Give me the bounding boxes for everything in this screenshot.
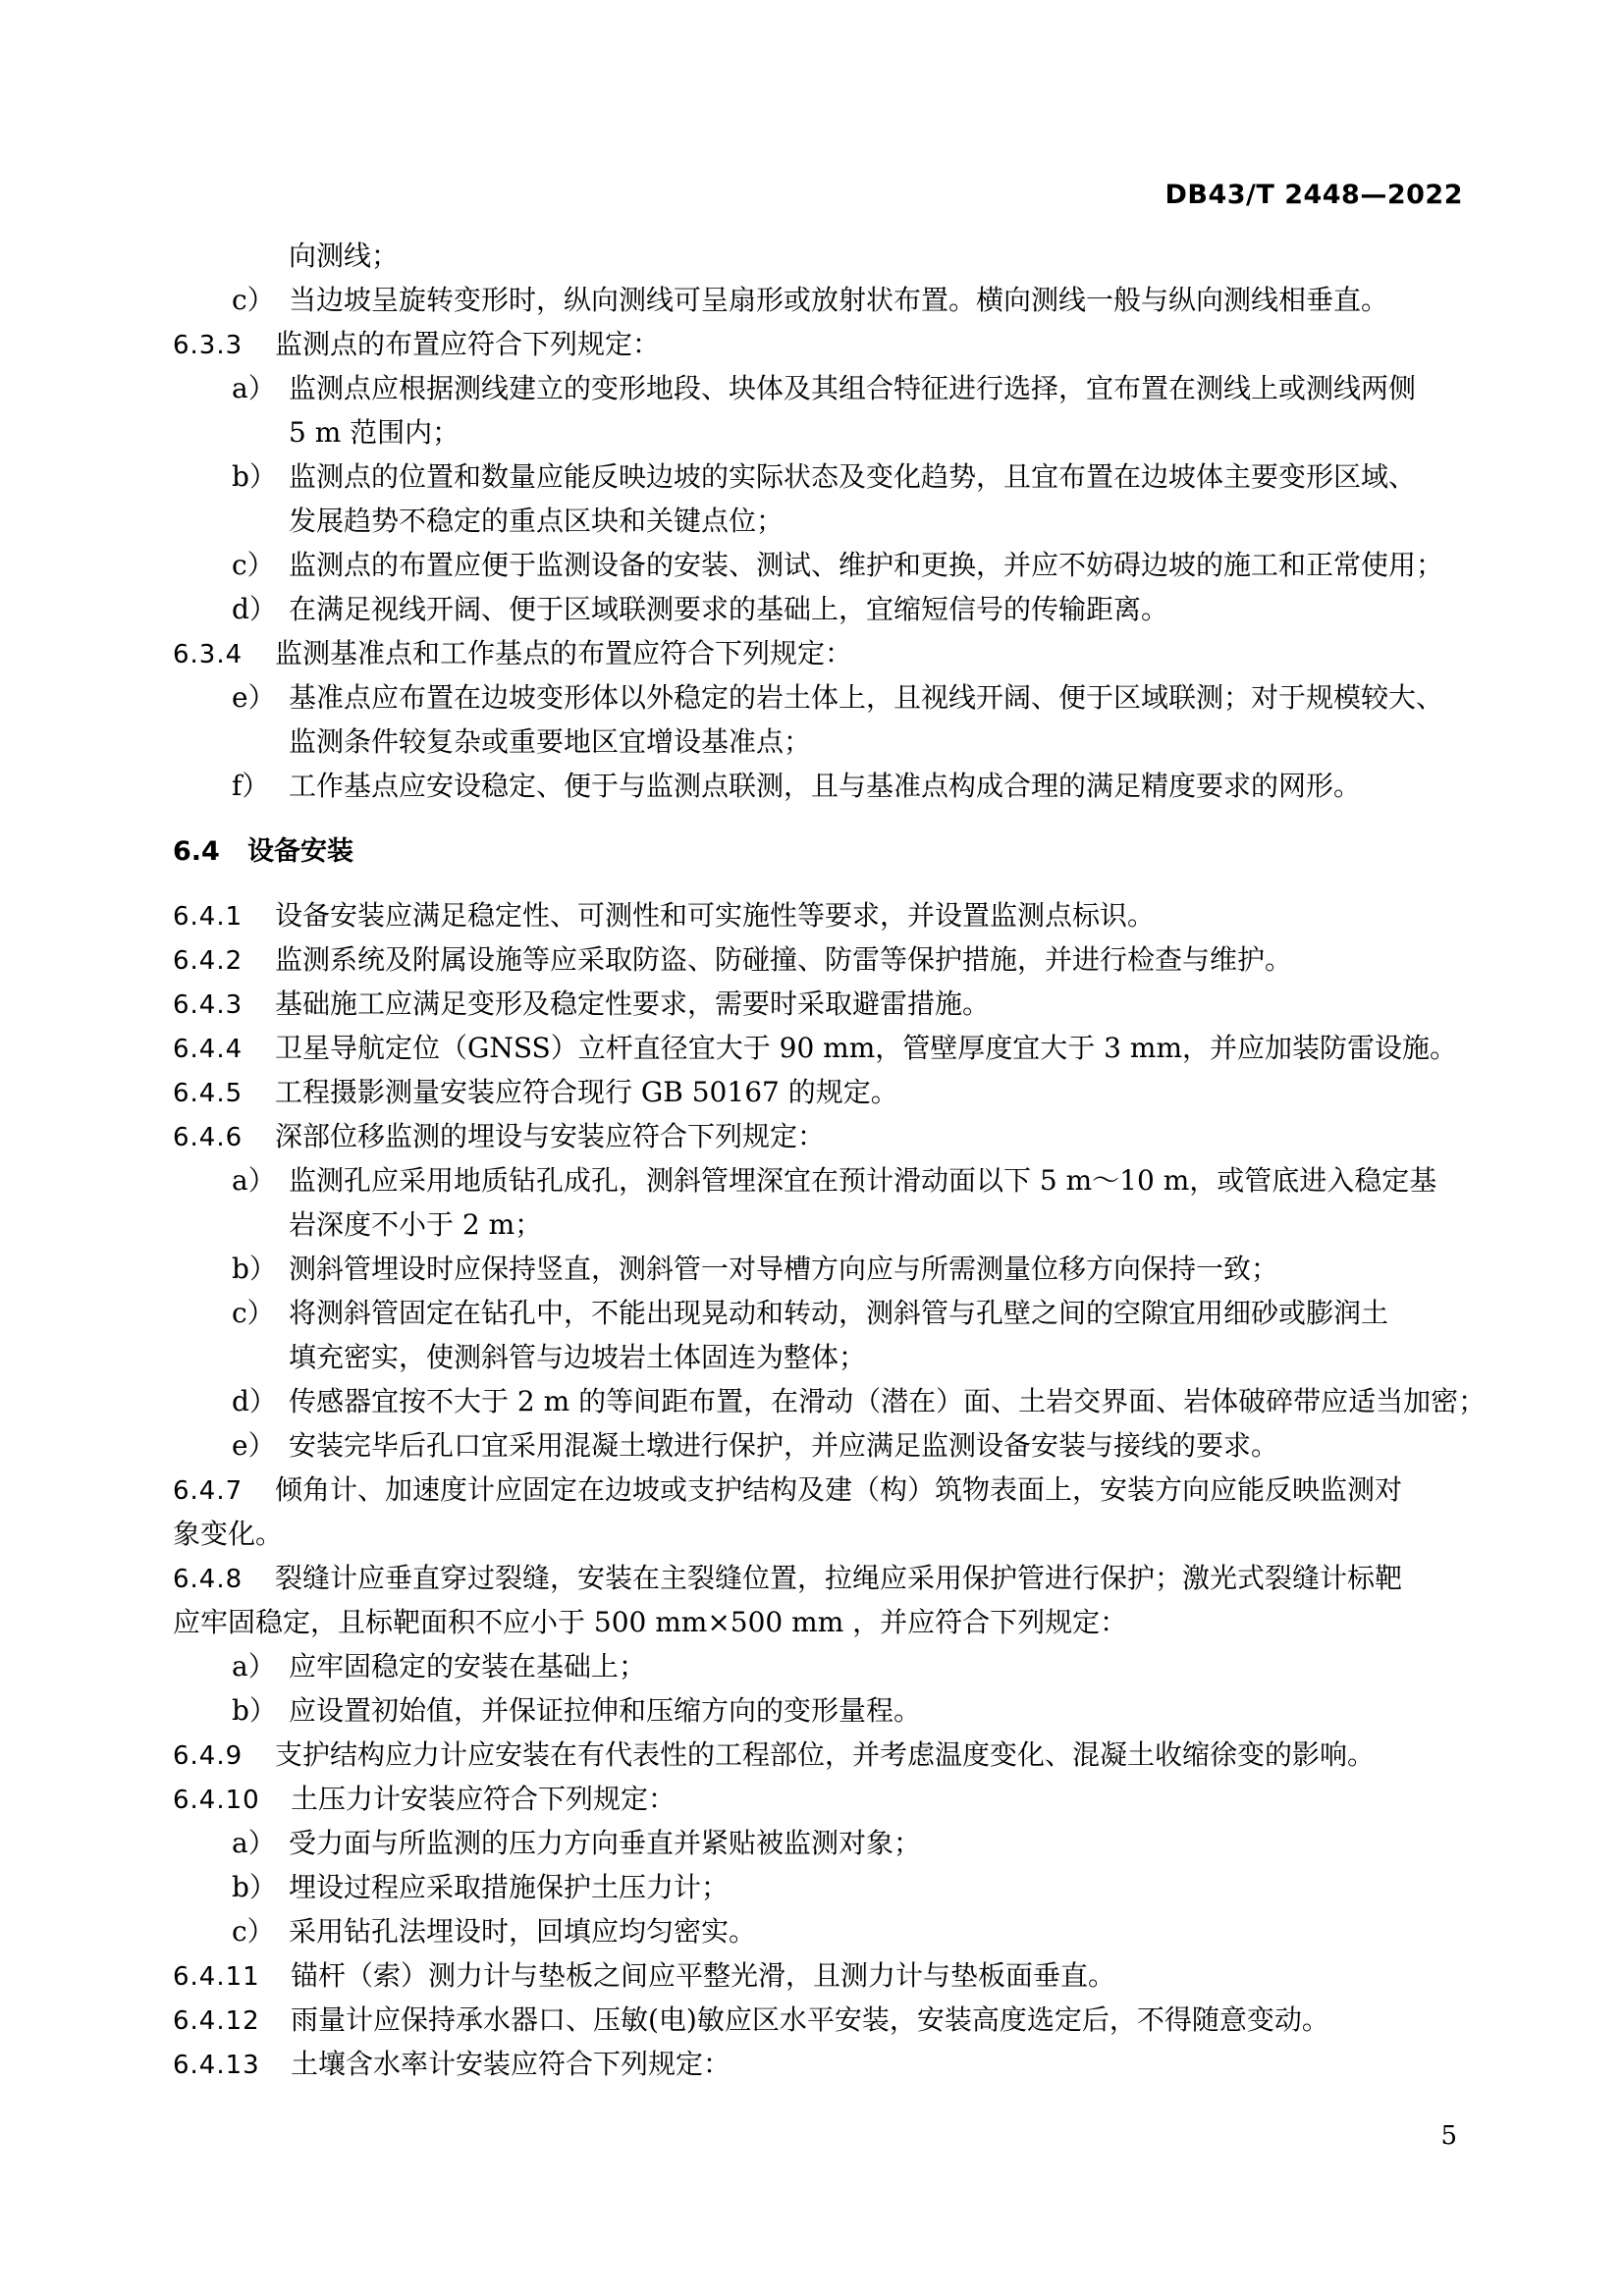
continuation-text: 向测线； bbox=[289, 240, 400, 272]
list-item-text: 将测斜管固定在钻孔中，不能出现晃动和转动，测斜管与孔壁之间的空隙宜用细砂或膨润土 bbox=[289, 1297, 1389, 1329]
section-number: 6.4 bbox=[173, 836, 220, 867]
list-item-label: a） bbox=[232, 1827, 276, 1859]
continuation-text: 填充密实，使测斜管与边坡岩土体固连为整体； bbox=[289, 1341, 867, 1373]
clause-number: 6.4.13 bbox=[173, 2051, 260, 2080]
list-item-label: c） bbox=[232, 549, 275, 581]
list-item bbox=[173, 1158, 1463, 1202]
clause bbox=[173, 1026, 1463, 1070]
paragraph-continuation bbox=[173, 1600, 1463, 1644]
list-item-label: a） bbox=[232, 372, 276, 404]
list-item bbox=[173, 1688, 1463, 1733]
list-item bbox=[173, 764, 1463, 808]
clause-text: 监测基准点和工作基点的布置应符合下列规定： bbox=[275, 637, 853, 669]
clause bbox=[173, 937, 1463, 982]
clause bbox=[173, 322, 1463, 366]
clause bbox=[173, 893, 1463, 937]
clause-number: 6.4.9 bbox=[173, 1741, 244, 1771]
list-item-label: b） bbox=[232, 1871, 277, 1903]
clause-number: 6.4.5 bbox=[173, 1079, 244, 1108]
list-item-text: 监测点的位置和数量应能反映边坡的实际状态及变化趋势，且宜布置在边坡体主要变形区域、 bbox=[289, 460, 1417, 493]
clause-text: 锚杆（索）测力计与垫板之间应平整光滑，且测力计与垫板面垂直。 bbox=[291, 1959, 1116, 1992]
list-item-label: c） bbox=[232, 284, 275, 316]
clause bbox=[173, 2042, 1463, 2086]
clause-number: 6.3.3 bbox=[173, 331, 244, 360]
list-item bbox=[173, 1379, 1487, 1423]
clause-number: 6.3.4 bbox=[173, 640, 244, 669]
list-item-continuation bbox=[173, 720, 1463, 764]
clause-number: 6.4.3 bbox=[173, 990, 244, 1020]
list-item-text: 埋设过程应采取措施保护土压力计； bbox=[289, 1871, 730, 1903]
list-item-continuation bbox=[173, 1335, 1463, 1379]
clause-text: 卫星导航定位（GNSS）立杆直径宜大于 90 mm，管壁厚度宜大于 3 mm，并应加装防雷设施。 bbox=[275, 1032, 1457, 1064]
list-item-label: c） bbox=[232, 1297, 275, 1329]
list-item-label: b） bbox=[232, 1253, 277, 1285]
list-item bbox=[173, 1291, 1463, 1335]
list-item-label: b） bbox=[232, 460, 277, 493]
list-item-label: d） bbox=[232, 1385, 277, 1417]
clause-text: 工程摄影测量安装应符合现行 GB 50167 的规定。 bbox=[275, 1076, 898, 1108]
clause-text: 支护结构应力计应安装在有代表性的工程部位，并考虑温度变化、混凝土收缩徐变的影响。 bbox=[275, 1738, 1376, 1771]
list-item bbox=[173, 1247, 1463, 1291]
list-item-text: 监测孔应采用地质钻孔成孔，测斜管埋深宜在预计滑动面以下 5 m～10 m，或管底进入稳定基 bbox=[289, 1164, 1437, 1197]
section-heading bbox=[173, 829, 1463, 874]
list-item-text: 当边坡呈旋转变形时，纵向测线可呈扇形或放射状布置。横向测线一般与纵向测线相垂直。 bbox=[289, 284, 1389, 316]
list-item bbox=[173, 1821, 1463, 1865]
list-item-label: e） bbox=[232, 681, 276, 714]
list-item-label: a） bbox=[232, 1650, 276, 1682]
clause-number: 6.4.7 bbox=[173, 1476, 244, 1506]
clause bbox=[173, 1777, 1463, 1821]
list-item-text: 应设置初始值，并保证拉伸和压缩方向的变形量程。 bbox=[289, 1694, 922, 1727]
list-item-label: e） bbox=[232, 1429, 276, 1462]
clause bbox=[173, 1556, 1463, 1600]
clause-number: 6.4.1 bbox=[173, 902, 244, 932]
continuation-text: 岩深度不小于 2 m； bbox=[289, 1208, 543, 1241]
continuation-text: 象变化。 bbox=[173, 1518, 284, 1550]
list-item bbox=[173, 587, 1463, 631]
list-item-text: 基准点应布置在边坡变形体以外稳定的岩土体上，且视线开阔、便于区域联测；对于规模较大、 bbox=[289, 681, 1444, 714]
list-item-label: f） bbox=[232, 770, 270, 802]
list-item bbox=[173, 1865, 1463, 1909]
clause bbox=[173, 1998, 1463, 2042]
clause bbox=[173, 982, 1463, 1026]
clause-number: 6.4.2 bbox=[173, 946, 244, 976]
clause bbox=[173, 1953, 1463, 1998]
continuation-text: 发展趋势不稳定的重点区块和关键点位； bbox=[289, 505, 785, 537]
list-item-text: 监测点的布置应便于监测设备的安装、测试、维护和更换，并应不妨碍边坡的施工和正常使用； bbox=[289, 549, 1444, 581]
list-item bbox=[173, 454, 1463, 499]
clause-number: 6.4.11 bbox=[173, 1962, 260, 1992]
clause-text: 倾角计、加速度计应固定在边坡或支护结构及建（构）筑物表面上，安装方向应能反映监测对 bbox=[275, 1473, 1403, 1506]
clause-text: 土壤含水率计安装应符合下列规定： bbox=[291, 2048, 731, 2080]
clause-text: 监测系统及附属设施等应采取防盗、防碰撞、防雷等保护措施，并进行检查与维护。 bbox=[275, 943, 1293, 976]
list-item bbox=[173, 675, 1463, 720]
list-item-text: 采用钻孔法埋设时，回填应均匀密实。 bbox=[289, 1915, 757, 1948]
clause-number: 6.4.10 bbox=[173, 1786, 260, 1815]
list-item-text: 测斜管埋设时应保持竖直，测斜管一对导槽方向应与所需测量位移方向保持一致； bbox=[289, 1253, 1279, 1285]
continuation-text: 应牢固稳定，且标靶面积不应小于 500 mm×500 mm ，并应符合下列规定： bbox=[173, 1606, 1128, 1638]
list-item-text: 工作基点应安设稳定、便于与监测点联测，且与基准点构成合理的满足精度要求的网形。 bbox=[289, 770, 1362, 802]
clause-text: 土压力计安装应符合下列规定： bbox=[291, 1783, 677, 1815]
section-title: 设备安装 bbox=[247, 836, 353, 867]
list-item-text: 安装完毕后孔口宜采用混凝土墩进行保护，并应满足监测设备安装与接线的要求。 bbox=[289, 1429, 1279, 1462]
clause-text: 设备安装应满足稳定性、可测性和可实施性等要求，并设置监测点标识。 bbox=[275, 899, 1156, 932]
list-item bbox=[173, 1909, 1463, 1953]
clause bbox=[173, 1733, 1463, 1777]
clause-text: 监测点的布置应符合下列规定： bbox=[275, 328, 661, 360]
continuation-text: 监测条件较复杂或重要地区宜增设基准点； bbox=[289, 725, 812, 758]
clause bbox=[173, 631, 1463, 675]
list-item-label: c） bbox=[232, 1915, 275, 1948]
clause bbox=[173, 1070, 1463, 1114]
list-item-text: 在满足视线开阔、便于区域联测要求的基础上，宜缩短信号的传输距离。 bbox=[289, 593, 1169, 625]
list-item-continuation bbox=[173, 499, 1463, 543]
list-item-text: 受力面与所监测的压力方向垂直并紧贴被监测对象； bbox=[289, 1827, 922, 1859]
document-body bbox=[173, 234, 1487, 2086]
list-item-continuation bbox=[173, 1202, 1463, 1247]
clause-number: 6.4.4 bbox=[173, 1035, 244, 1064]
clause-text: 雨量计应保持承水器口、压敏(电)敏应区水平安装，安装高度选定后，不得随意变动。 bbox=[291, 2003, 1329, 2036]
document-code: DB43/T 2448—2022 bbox=[1164, 180, 1463, 210]
list-item bbox=[173, 278, 1463, 322]
list-item-text: 传感器宜按不大于 2 m 的等间距布置，在滑动（潜在）面、土岩交界面、岩体破碎带应适当加密； bbox=[289, 1385, 1487, 1417]
paragraph-continuation bbox=[173, 1512, 1463, 1556]
clause-text: 基础施工应满足变形及稳定性要求，需要时采取避雷措施。 bbox=[275, 988, 991, 1020]
clause-number: 6.4.12 bbox=[173, 2006, 260, 2036]
list-item-text: 监测点应根据测线建立的变形地段、块体及其组合特征进行选择，宜布置在测线上或测线两侧 bbox=[289, 372, 1417, 404]
list-item bbox=[173, 543, 1463, 587]
clause-text: 裂缝计应垂直穿过裂缝，安装在主裂缝位置，拉绳应采用保护管进行保护；激光式裂缝计标靶 bbox=[275, 1562, 1403, 1594]
continuation-text: 5 m 范围内； bbox=[289, 416, 460, 449]
page-number: 5 bbox=[1440, 2121, 1457, 2151]
list-item bbox=[173, 1423, 1463, 1468]
list-item-continuation bbox=[173, 410, 1463, 454]
clause-number: 6.4.8 bbox=[173, 1565, 244, 1594]
list-item-label: b） bbox=[232, 1694, 277, 1727]
clause-text: 深部位移监测的埋设与安装应符合下列规定： bbox=[275, 1120, 826, 1152]
clause bbox=[173, 1114, 1463, 1158]
list-item-text: 应牢固稳定的安装在基础上； bbox=[289, 1650, 647, 1682]
list-item bbox=[173, 366, 1463, 410]
list-item-label: a） bbox=[232, 1164, 276, 1197]
clause bbox=[173, 1468, 1463, 1512]
list-item-continuation bbox=[173, 234, 1463, 278]
clause-number: 6.4.6 bbox=[173, 1123, 244, 1152]
list-item-label: d） bbox=[232, 593, 277, 625]
list-item bbox=[173, 1644, 1463, 1688]
